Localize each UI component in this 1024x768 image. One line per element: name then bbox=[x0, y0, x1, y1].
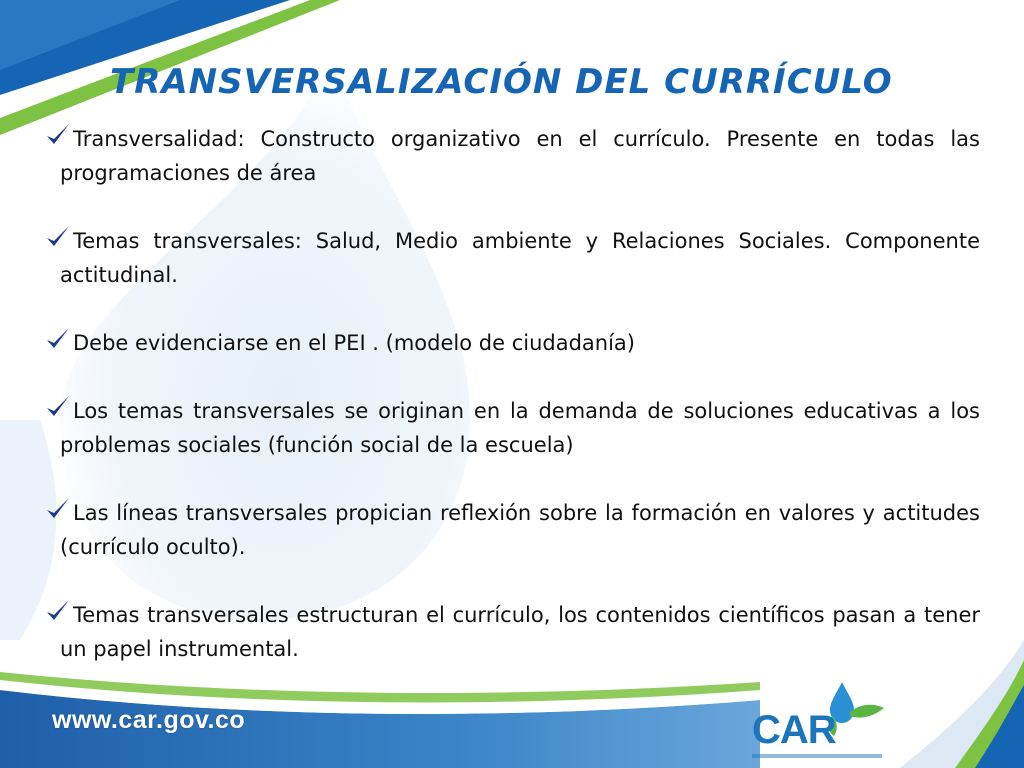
bullet-text: Los temas transversales se originan en la demanda de soluciones educativas a los problemas sociales (función social de la escuela) bbox=[60, 399, 980, 457]
bullet-item bbox=[45, 598, 980, 666]
bullet-item bbox=[45, 496, 980, 564]
bullet-list bbox=[45, 122, 980, 666]
checkmark-icon bbox=[45, 496, 71, 522]
checkmark-icon bbox=[45, 224, 71, 250]
logo-text: CAR bbox=[752, 708, 836, 752]
bullet-text: Debe evidenciarse en el PEI . (modelo de ciudadanía) bbox=[73, 331, 635, 355]
bullet-text: Temas transversales estructuran el currículo, los contenidos científicos pasan a tener un papel instrumental. bbox=[60, 603, 980, 661]
checkmark-icon bbox=[45, 326, 71, 352]
checkmark-icon bbox=[45, 122, 71, 148]
bullet-item bbox=[45, 394, 980, 462]
bullet-item bbox=[45, 224, 980, 292]
car-logo bbox=[744, 676, 894, 764]
bullet-text: Las líneas transversales propician reflexión sobre la formación en valores y actitudes (currículo oculto). bbox=[60, 501, 980, 559]
bullet-text: Transversalidad: Constructo organizativo en el currículo. Presente en todas las programaciones de área bbox=[60, 127, 980, 185]
bullet-text: Temas transversales: Salud, Medio ambiente y Relaciones Sociales. Componente actitudinal. bbox=[60, 229, 980, 287]
bullet-item bbox=[45, 122, 980, 190]
checkmark-icon bbox=[45, 598, 71, 624]
slide-title: TRANSVERSALIZACIÓN DEL CURRÍCULO bbox=[110, 62, 893, 102]
website-url: www.car.gov.co bbox=[52, 706, 246, 734]
bullet-item bbox=[45, 326, 980, 360]
checkmark-icon bbox=[45, 394, 71, 420]
